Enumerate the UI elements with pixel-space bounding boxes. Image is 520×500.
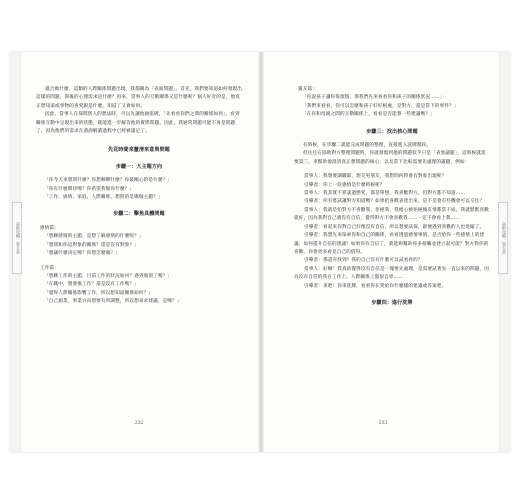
step1-quote: 「你有什麼期待嗎？你希望我幫你什麼？」 — [44, 186, 135, 192]
step1-quote: 「你今天來想問什麼？你想聊聊什麼？你最關心的是什麼？」 — [44, 178, 173, 184]
group-quote: 「想聊感情的主題，是想了解感情的什麼呢？」 — [44, 234, 144, 240]
group-label: 感情篇： — [40, 225, 59, 231]
left-side-tab: 話術攻略 · 第五章 — [12, 202, 22, 274]
section-title: 先花時間來釐清來意與問題 — [108, 147, 170, 154]
dialog-line: 引導者：看起來你對自己好像沒有自信，所以想要試探，即便遇到喜歡的人也退縮了。 — [304, 224, 485, 230]
step1-title: 步驟一：大主題方向 — [115, 163, 163, 170]
left-page-content — [36, 86, 242, 307]
group-quote: 「想讓什麼決定嗎？你想怎麼做？」 — [44, 251, 120, 257]
dialog-line: 引導者：那還有找到？我的自己沒有什麼可以試看看的？ — [304, 258, 423, 264]
step2-title: 步驟二：擊焦具體問題 — [113, 211, 165, 218]
left-page — [20, 52, 258, 452]
right-page-content — [294, 86, 490, 313]
dialog-line: 當事人：好啊！我真的覺得沒有自信是一塊要先處理，是需要試著先一直以來的問題，因為沒有自信的我在工作上、人際關係上都很自卑…… — [294, 266, 490, 281]
book-spread — [10, 52, 510, 452]
right-side-tab: 話術攻略 · 第五章 — [498, 202, 508, 274]
step1-quote: 「工作、感情、家庭、人際關係，想問的是哪個主題？」 — [44, 195, 163, 201]
dialog-line: 當事人：我就是怕對方不喜歡我，拒絕我，我擔心被拒絕後友情都當不成，我就默默喜歡就好，因為我對自己感沒有自信，覺得對方不會喜歡我……一定不會看上我…… — [294, 207, 490, 222]
dialog-line: 當事人：我其實不算談過戀愛，都是單戀，我喜歡對方，但對方都不知道…… — [304, 191, 466, 197]
group-quote: 「你說孩子讓你很煩惱，那我們先來看看你和孩子的關係狀況……」 — [302, 95, 445, 101]
group-quote: 「在職中，想要換工作？還是沒有工作嗎？」 — [44, 282, 139, 288]
group-quote: 「想問和你這對象的關係？還是沒有對象？」 — [44, 242, 139, 248]
step4-title: 步驟四：進行洗牌 — [371, 299, 413, 306]
group-quote: 「覺得人際關係影響工作，所以想知道關係如何？」 — [44, 290, 154, 296]
dialog-line: 引導者：你有嘗試讓對方知道嗎？如果把喜歡表達出來，是不是會有些機會可以交往？ — [304, 199, 485, 205]
step3-title: 步驟三：找出核心問題 — [366, 128, 418, 135]
right-page-number: 233 — [378, 421, 388, 426]
group-label: 工作篇： — [40, 265, 59, 271]
dialog-line: 引導者：你上一段感情是什麼時候呢？ — [304, 182, 385, 188]
step3-paragraph: 但往往在協助對方整理問題時，你就發現到他的問題似乎只是「表象議題」，這時候就需要第三、來幫助他澄清真正想問題的核心，以及當下比較需要先處理的議題，例如： — [294, 151, 486, 165]
group-quote: 「自己創業，事業方向想要有所調整，所以想尋求建議，是嗎？」 — [44, 299, 182, 305]
group-quote: 「想聊工作的主題，目前工作的狀況如何？遇到瓶頸了嗎？」 — [44, 273, 173, 279]
dialog-line: 引導者：來吧！你來洗牌，看看你在愛給你什麼樣的建議或答案吧。 — [304, 283, 447, 289]
dialog-line: 當事人：我想要調職耶，想交男朋友，我想問何時會有對象出現呢？ — [304, 174, 447, 180]
dialog-line: 引導者：我想先來探索你和自己的關係，看看透過感情事情，是否給你一些感情上的建議，如何提升自信的建議？如果你有自信了，就能夠幫助你多接觸並建立起可能？對方對你的喜歡。你會更多看見自己的值得。 — [294, 233, 489, 255]
group-label: 親友篇： — [298, 87, 317, 92]
intro-paragraph-2: 因此，當事人在探問別人的想法時，可以先讓他抽張牌，「先看看你們之間的關係如何」，看到關係互動中呈現出來的狀態，就能進一步解答他的實際問題。因此，我通常問題可能不再是問題了，因為他們的需求在諮詢解讀過程中已經被滿足了。 — [36, 112, 240, 135]
group-quote: 「在你和母親之間的互動關係上，看看是否能想一些建議嗎？」 — [302, 112, 435, 118]
step3-paragraph: 有時候，在步驟二就能完成問題的整理，直接進入洗牌階段。 — [303, 143, 432, 149]
right-page — [264, 52, 502, 452]
group-quote: 「我們來看看，你可以怎麼和孩子好好相處，是對方，還是當下的事件？」 — [302, 103, 459, 109]
left-page-number: 232 — [134, 421, 144, 426]
intro-paragraph-1: 適合做什麼，這類的人際關係問題出現，我都稱為「表面問題」。首先，我們要知道如何發現出這樣的問題，與後的心理需求是什麼？再來，當事人的互動關係又是什麼呢？個人好奇的是，他真正想知道或事物的喜愛跟是什麼，知道了又會如何。 — [36, 87, 242, 109]
